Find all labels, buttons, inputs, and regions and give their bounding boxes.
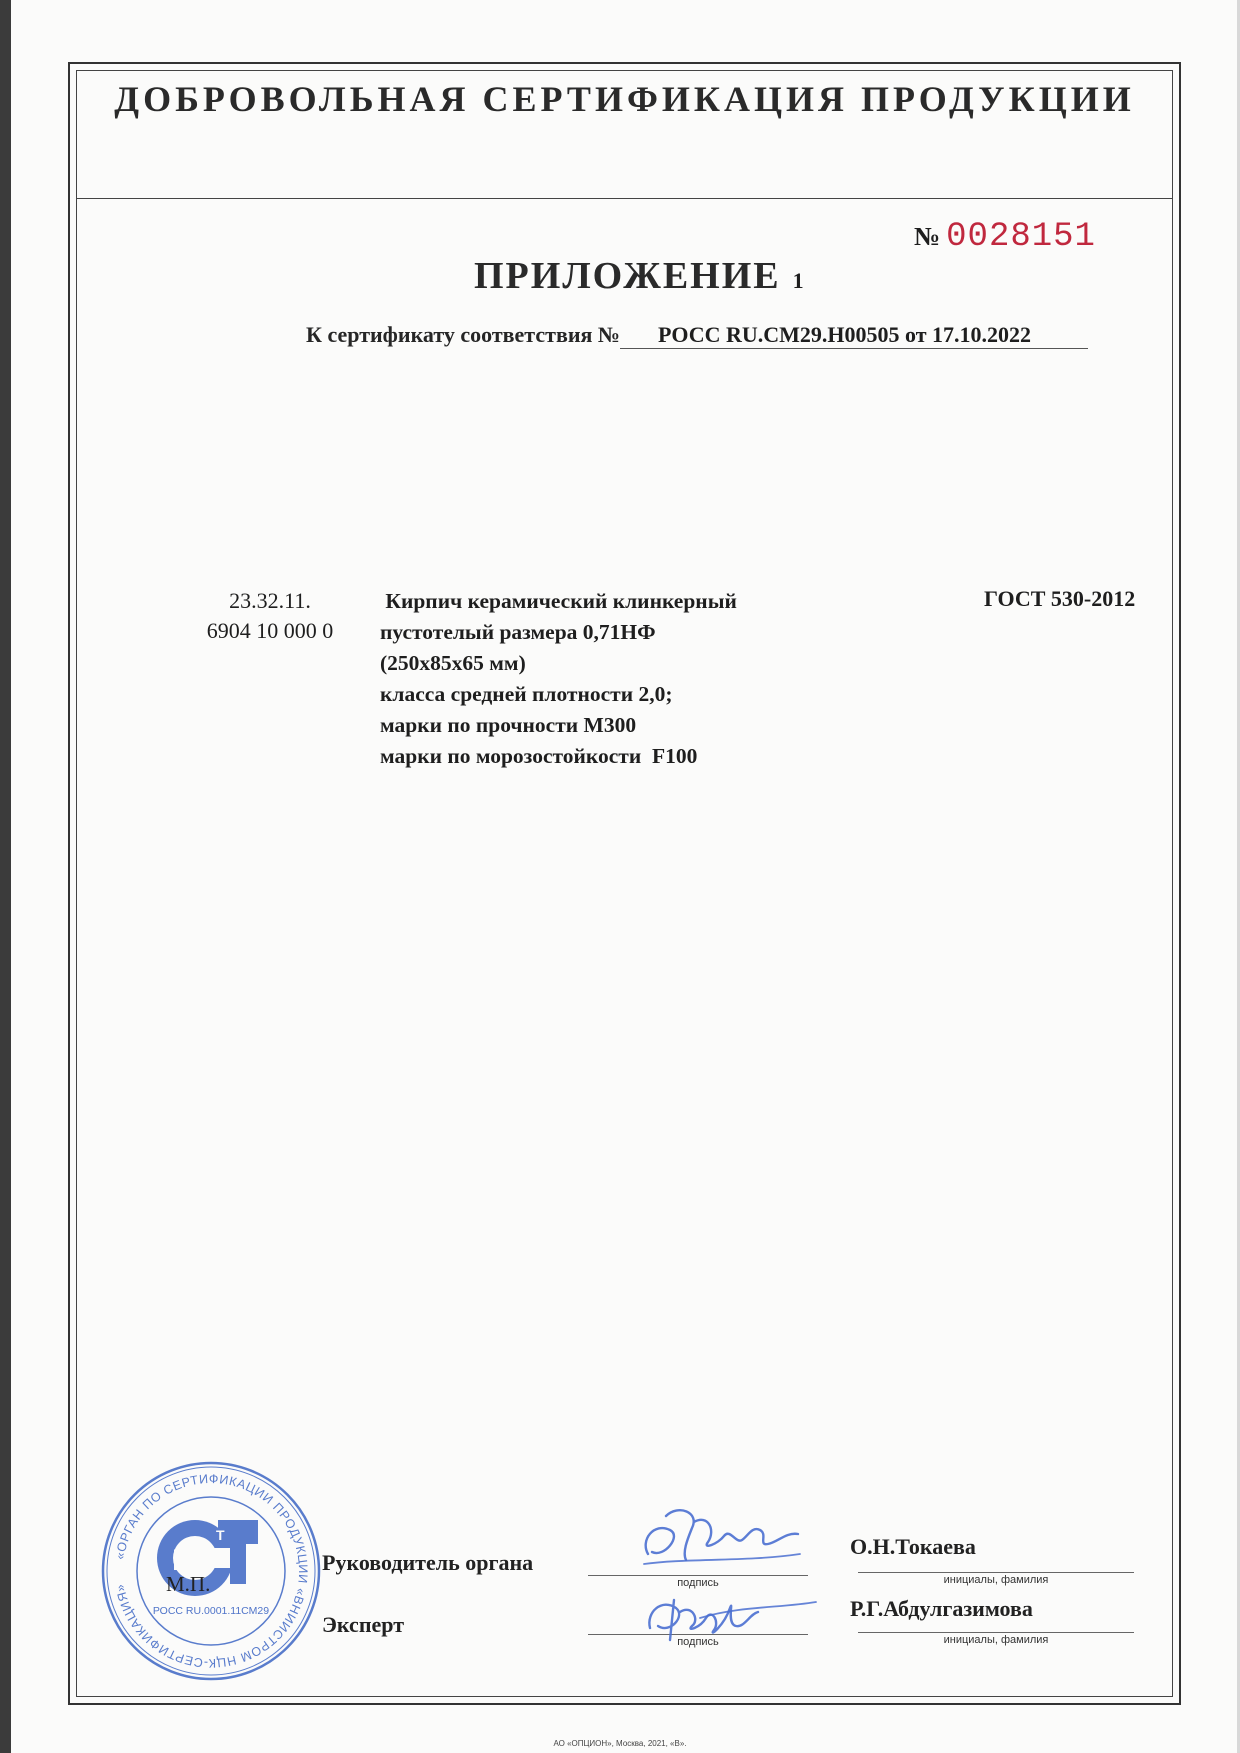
certificate-reference-value: РОСС RU.СМ29.Н00505 от 17.10.2022 — [620, 322, 1088, 349]
form-number-value: 0028151 — [946, 218, 1096, 256]
official-seal — [100, 1460, 322, 1682]
document-header-title: ДОБРОВОЛЬНАЯ СЕРТИФИКАЦИЯ ПРОДУКЦИИ — [114, 79, 1135, 119]
certificate-reference-label: К сертификату соответствия № — [306, 322, 621, 347]
description-line: Кирпич керамический клинкерный — [380, 589, 737, 613]
annex-number: 1 — [792, 268, 804, 293]
head-of-body-label: Руководитель органа — [322, 1550, 534, 1575]
tnved-code: 6904 10 000 0 — [206, 618, 334, 643]
annex-title: ПРИЛОЖЕНИЕ — [474, 255, 781, 297]
printer-imprint: АО «ОПЦИОН», Москва, 2021, «В». — [553, 1739, 687, 1748]
name-caption: инициалы, фамилия — [943, 1574, 1049, 1586]
okpd-code: 23.32.11. — [229, 588, 311, 613]
seal-registration: РОСС RU.0001.11СМ29 — [152, 1605, 270, 1617]
name-line — [858, 1572, 1134, 1573]
name-line — [858, 1632, 1134, 1633]
certificate-reference — [306, 322, 1088, 349]
scan-edge — [0, 0, 11, 1753]
number-sign: № — [914, 222, 941, 251]
description-line: (250х85х65 мм) — [380, 651, 526, 675]
name-caption: инициалы, фамилия — [943, 1634, 1049, 1646]
svg-text:Т: Т — [216, 1527, 225, 1543]
svg-text:Р: Р — [172, 1544, 193, 1577]
product-description — [380, 586, 850, 772]
annex-heading — [474, 254, 804, 298]
product-codes — [190, 586, 350, 646]
product-standard: ГОСТ 530-2012 — [984, 586, 1136, 611]
expert-name: Р.Г.Абдулгазимова — [850, 1596, 1033, 1621]
handwritten-signature — [636, 1500, 806, 1578]
handwritten-signature — [640, 1578, 820, 1650]
description-line: пустотелый размера 0,71НФ — [380, 620, 656, 644]
document-inner-border — [76, 70, 1173, 1697]
expert-label: Эксперт — [322, 1612, 405, 1637]
stamp-place-label: М.П. — [166, 1572, 211, 1596]
form-number — [914, 218, 1096, 256]
signature-caption: подпись — [677, 1577, 719, 1589]
description-line: марки по морозостойкости F100 — [380, 744, 698, 768]
description-line: марки по прочности М300 — [380, 713, 637, 737]
description-line: класса средней плотности 2,0; — [380, 682, 673, 706]
head-of-body-name: О.Н.Токаева — [850, 1534, 976, 1559]
header-divider — [76, 198, 1173, 199]
signature-caption: подпись — [677, 1636, 719, 1648]
seal-ring-text: «ОРГАН ПО СЕРТИФИКАЦИИ ПРОДУКЦИИ «ВНИИСТРОМ НЦК-СЕРТИФИКАЦИЯ» — [112, 1471, 311, 1671]
